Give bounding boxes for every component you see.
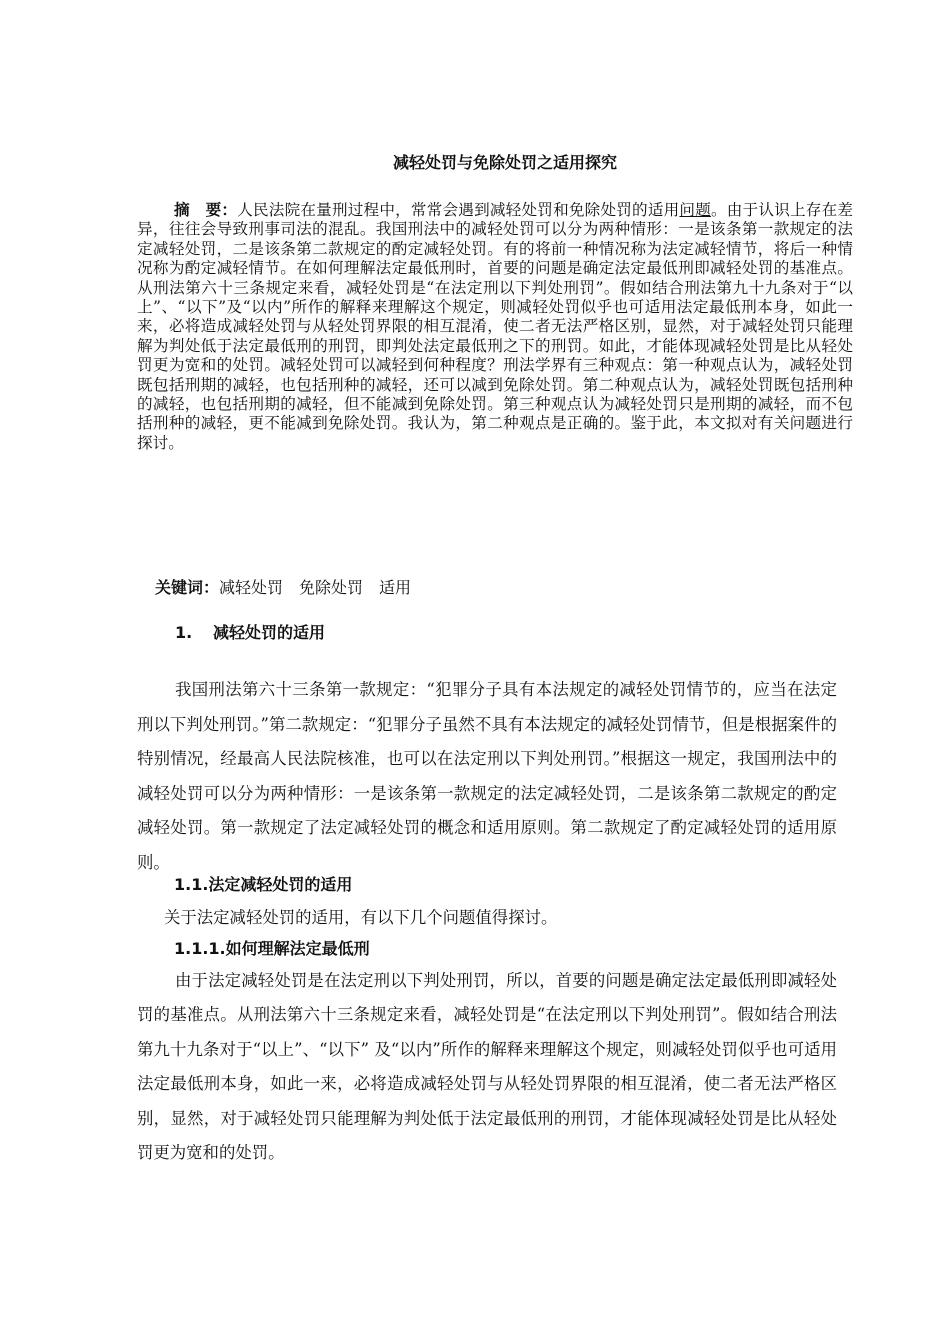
document-title: 减轻处罚与免除处罚之适用探究: [392, 153, 617, 172]
abstract-text-start: 人民法院在量刑过程中，常常会遇到减轻处罚和免除处罚的适用: [237, 201, 680, 219]
section-1-1-intro: 关于法定减轻处罚的适用，有以下几个问题值得探讨。: [164, 908, 558, 927]
section-1-1-1-paragraph: 由于法定减轻处罚是在法定刑以下判处刑罚，所以，首要的问题是确定法定最低刑即减轻处罚的基准点。从刑法第六十三条规定来看，减轻处罚是“在法定刑以下判处刑罚”。假如结合刑法第九十九条对于“以上”、“以下” 及“以内”所作的解释来理解这个规定，则减轻处罚似乎也可适用法定最低刑本身，如此一来，必将造成减轻处罚与从轻处罚界限的相互混淆，使二者无法严格区别，显然，对于减轻处罚只能理解为判处低于法定最低刑的刑罚，才能体现减轻处罚是比从轻处罚更为宽和的处罚。: [137, 971, 837, 1163]
abstract: [137, 201, 853, 453]
keywords-value: 减轻处罚 免除处罚 适用: [219, 578, 412, 597]
keywords-line: [155, 575, 411, 598]
section-1-paragraph: 我国刑法第六十三条第一款规定：“犯罪分子具有本法规定的减轻处罚情节的，应当在法定刑以下判处刑罚。”第二款规定：“犯罪分子虽然不具有本法规定的减轻处罚情节，但是根据案件的特别情况，经最高人民法院核准，也可以在法定刑以下判处刑罚。”根据这一规定，我国刑法中的减轻处罚可以分为两种情形：一是该条第一款规定的法定减轻处罚，二是该条第二款规定的酌定减轻处罚。第一款规定了法定减轻处罚的概念和适用原则。第二款规定了酌定减轻处罚的适用原则。: [137, 680, 837, 872]
abstract-label: 摘 要：: [174, 201, 238, 219]
section-1-number: 1.: [175, 623, 193, 642]
section-1-title: 减轻处罚的适用: [213, 623, 326, 642]
section-1-1-1-heading: 1.1.1.如何理解法定最低刑: [174, 939, 370, 958]
abstract-text-rest: 。由于认识上存在差异，往往会导致刑事司法的混乱。我国刑法中的减轻处罚可以分为两种情形：一是该条第一款规定的法定减轻处罚，二是该条第二款规定的酌定减轻处罚。有的将前一种情况称为法定减轻情节，将后一种情况称为酌定减轻情节。在如何理解法定最低刑时，首要的问题是确定法定最低刑即减轻处罚的基准点。从刑法第六十三条规定来看，减轻处罚是“在法定刑以下判处刑罚”。假如结合刑法第九十九条对于“以上”、“以下”及“以内”所作的解释来理解这个规定，则减轻处罚似乎也可适用法定最低刑本身，如此一来，必将造成减轻处罚与从轻处罚界限的相互混淆，使二者无法严格区别，显然，对于减轻处罚只能理解为判处低于法定最低刑的刑罚，即判处法定最低刑之下的刑罚。如此，才能体现减轻处罚是比从轻处罚更为宽和的处罚。减轻处罚可以减轻到何种程度？刑法学界有三种观点：第一种观点认为，减轻处罚既包括刑期的减轻，也包括刑种的减轻，还可以减到免除处罚。第二种观点认为，减轻处罚既包括刑种的减轻，也包括刑期的减轻，但不能减到免除处罚。第三种观点认为减轻处罚只是刑期的减轻，而不包括刑种的减轻，更不能减到免除处罚。我认为，第二种观点是正确的。鉴于此，本文拟对有关问题进行探讨。: [137, 201, 853, 452]
keywords-label: 关键词：: [155, 578, 220, 597]
section-1-heading: [175, 620, 325, 643]
abstract-underlined-word: 问题: [679, 201, 712, 219]
section-1-1-heading: 1.1.法定减轻处罚的适用: [174, 875, 353, 894]
